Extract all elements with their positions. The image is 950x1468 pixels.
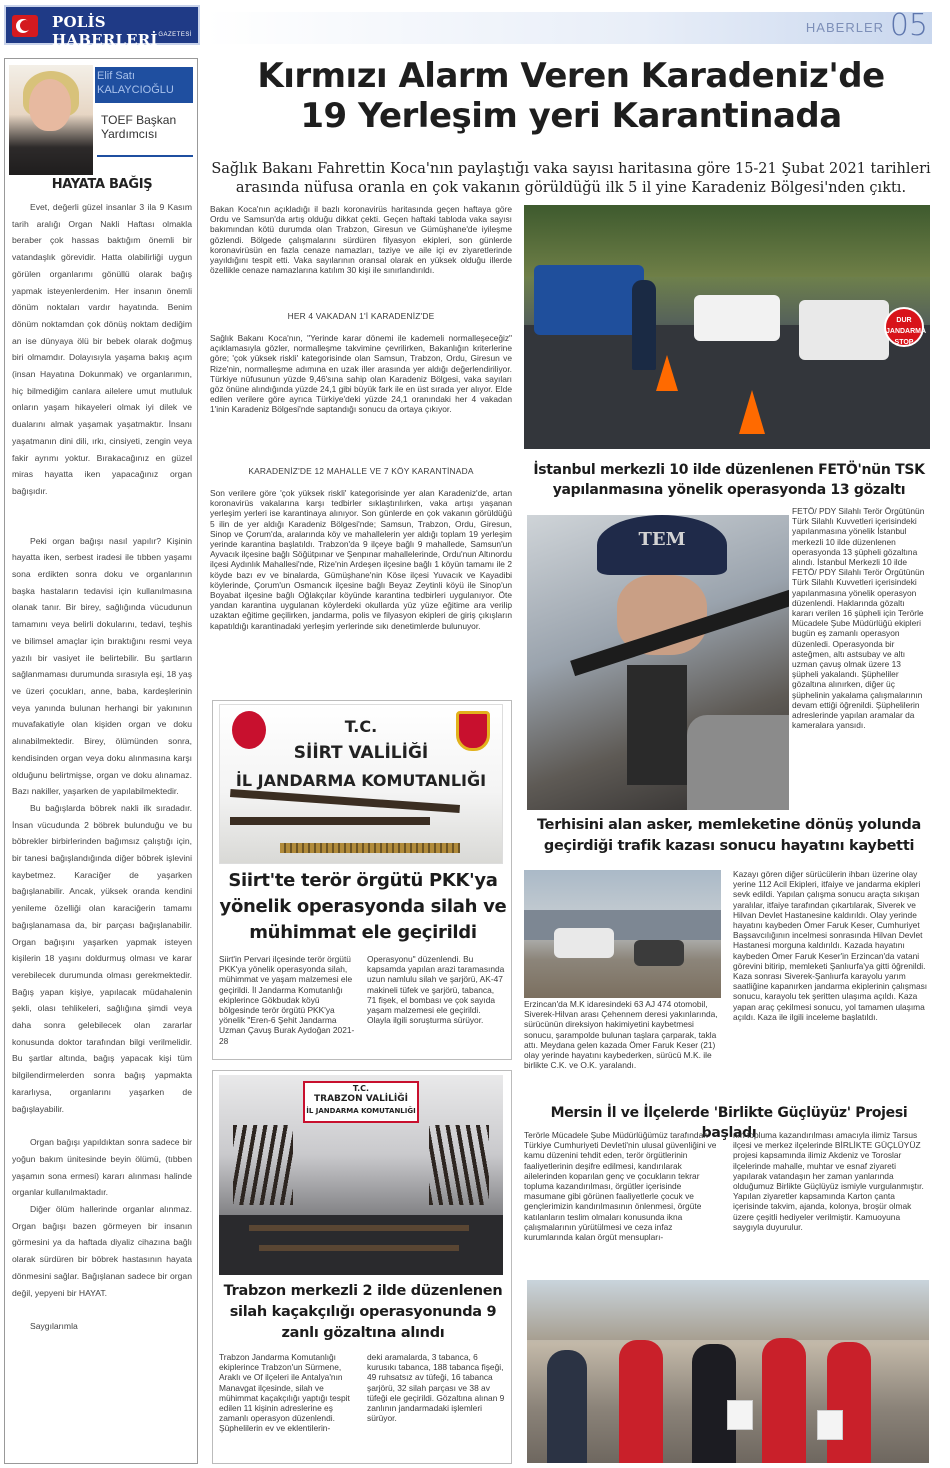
person-red-jacket: [827, 1342, 871, 1463]
accident-headline[interactable]: Terhisini alan asker, memleketine dönüş yolunda geçirdiği trafik kazası sonucu hayatını kaybetti: [537, 817, 921, 854]
person: [547, 1350, 587, 1463]
seized-shotgun: [259, 1245, 459, 1251]
page-number: 05: [889, 8, 928, 43]
mersin-col1: Terörle Mücadele Şube Müdürlüğümüz tarafından Türkiye Cumhuriyeti Devleti'nin ulusal güvenliğini ve kamu düzenini tehdit eden, terör örgütlerinin faaliyetlerinin deşifre edilmesi, kandırılarak ailelerinden koparılan genç ve çocukların tekrar topluma kazandırılması, örgütler içerisinde masumane gibi görünen faaliyetlerle çocuk ve gençlerimizin kandırılmasının önlenmesi, örgüte katılanların teslim olmaları konusunda ikna çalışmalarının yürütülmesi ve ceza infaz kurumlarında kalan örgüt mensupları-: [524, 1130, 717, 1243]
main-headline-line2: 19 Yerleşim yeri Karantinada: [300, 96, 842, 136]
rifle-rack-right: [429, 1125, 489, 1205]
seized-shotgun: [249, 1225, 469, 1231]
main-article-subhead2: KARADENİZ'DE 12 MAHALLE VE 7 KÖY KARANTİNADA: [248, 466, 474, 476]
main-lead: Sağlık Bakanı Fahrettin Koca'nın paylaştığı vaka sayısı haritasına göre 15-21 Şubat 2021 tarihleri arasında nüfusa oranla en çok vakanın görüldüğü ilk 5 il yine Karadeniz Bölgesi'nden çıktı.: [211, 161, 931, 196]
person-red-jacket: [762, 1338, 806, 1463]
column-paragraph: Organ bağışı yapıldıktan sonra sadece bir yoğun bakım ünitesinde beyin ölümü, (tıbben yaşamın sona ermesi) kararı alınması halinde organlar kullanılmaktadır.: [12, 1137, 192, 1198]
trabzon-sign-line2: TRABZON VALİLİĞİ: [314, 1094, 408, 1104]
accident-col-left: Erzincan'da M.K idaresindeki 63 AJ 474 otomobil, Siverek-Hilvan arası Çehennem deresi yakınlarında, sürücünün direksiyon hakimiyetini kaybetmesi sonucu, şarampolde bulunan taşlara çarparak, takla attı. Meydana gelen kazada Ömer Faruk Keser (21) olay yerinde hayatını kaybederken, sürücü M.K. ile birlikte C.K. ve O.K. yaralandı.: [524, 999, 718, 1071]
wrecked-car: [634, 940, 684, 966]
siirt-headline[interactable]: Siirt'te terör örgütü PKK'ya yönelik operasyonda silah ve mühimmat ele geçirildi: [219, 870, 507, 943]
main-article-para2: Sağlık Bakanı Koca'nın, "Yerinde karar dönemi ile kademeli normalleşeceğiz" açıklamasıyla gözler, normalleşme takvimine çevrilirken, Bakanlığın kriterlerine göre; 'çok yüksek riskli' kategorisinde olan Samsun, Trabzon, Ordu, Giresun ve Rize'nin, normalleşme adımına en uzak iller arasında yer aldığı değerlendiriliyor. Türkiye nüfusunun yüzde 9,46'sına sahip olan Karadeniz Bölgesi, vaka sayıları göz önüne alındığında yüzde 24,1 gibi büyük fark ile en üst sırada yer alıyor. Elde edilen verilere göre ayrıca Türkiye'deki yüzde 24,1 oranındaki her 4 vakadan 1'inin Karadeniz Bölgesi'nde saptandığı sonucu da ortaya çıkıyor.: [210, 333, 512, 415]
logo-subtitle: GAZETESİ: [158, 32, 192, 38]
main-headline-line1: Kırmızı Alarm Veren Karadeniz'de: [257, 56, 885, 96]
author-photo: [9, 65, 93, 175]
author-title-line1: TOEF Başkan: [101, 113, 177, 127]
siirt-seized-weapons-photo[interactable]: [219, 704, 503, 864]
person-red-jacket: [619, 1340, 663, 1463]
vehicle: [554, 928, 614, 958]
accident-scene-photo[interactable]: [524, 870, 721, 998]
main-article-subhead1: HER 4 VAKADAN 1'İ KARADENİZ'DE: [287, 311, 435, 321]
column-paragraph: Bu bağışlarda böbrek nakli ilk sıradadır. İnsan vücudunda 2 böbrek bulunduğu ve bu böbrekler birbirlerinden bağımsız çalıştığı için, bir tanesi bağışlandığında diğer böbrek işlevini kaybetmez. Karaciğer de yaşarken bağışlanabilir. Ancak, yüksek oranda kendini yenileme özelliği olan karaciğerin tamamı bağışlanamasa da, bir parçası bağışlanabilir. Organ bağışını yaşarken yapmak isteyen kişilerin 18 yaşını doldurmuş olması ve karar verebilecek durumunda olması gerekmektedir. Bağış yapan kişiye, yapılacak müdahalenin şekli, olası tehlikeleri, sağlığına şimdi veya daha sonra gelebilecek olan zararlar konusunda doktor tarafından bilgi verilmelidir. Bu şartlar altında, bağış yapacak kişi tüm bilgilendirmelerden sonra bağış yapmakta kararlıysa, organlarını yaşarken de bağışlayabilir.: [12, 802, 192, 1114]
siirt-sign-line2: SİİRT VALİLİĞİ: [293, 743, 429, 763]
main-headline[interactable]: [206, 56, 936, 136]
main-article-para1: Bakan Koca'nın açıkladığı il bazlı koronavirüs haritasında geçen haftaya göre Ordu ve Samsun'da artış olduğu dikkat çekti. Geçen haftaki tabloda vaka sayısı bakımından kötü durumda olan Trabzon, Giresun ve Gümüşhane'de iyileşme gözlendi. Bölgede çalışmalarını sürdüren filyasyon ekipleri, son günlerde koronavirüsün en fazla cenaze namazları, taziye ve aile içi ev ziyaretlerinde yayıldığını tespit etti. Vaka sayılarının oransal olarak en yüksek olduğu illerde özellikle cenaze namazlarına katılım 30 kişi ile sınırlandırıldı.: [210, 204, 512, 276]
trabzon-sign-line1: T.C.: [352, 1084, 370, 1093]
author-face: [29, 79, 71, 131]
author-title-line2: Yardımcısı: [101, 127, 158, 141]
main-article-para3: Son verilere göre 'çok yüksek riskli' kategorisinde yer alan Karadeniz'de, artan koronavirüs vakalarına karşı tedbirler sıklaştırılırken, vaka artışı yaşanan yerleşim yerleri ise karantinaya alınıyor. Son günlerde en çok vakanın görüldüğü 5 ilin de yer aldığı Karadeniz Bölgesi'nde; Samsun, Trabzon, Ordu, Giresun, Sinop ve Çorum'da, aralarında köy ve mahallelerin yer aldığı toplam 19 yerleşim yerinde karantina başlatıldı. Trabzon'da 9 ilçeye bağlı 9 mahallede, Samsun'un Ayvacık ilçesine bağlı Söğütpınar ve Şenpınar mahallelerinde, Ordu'nun Altınordu ilçesi Aydınlık Mahallesi'nde, Rize'nin Ardeşen ilçesine bağlı 1 köyün tamamı ile 2 köyde bazı ev ve binalarda, Gümüşhane'nin Köse ilçesi Yuvacık ve Kayadibi köylerinde, Çorum'un Osmancık ilçesine bağlı Beyaz Zeytinli köyü ile Sinop'un Boyabat ilçesine bağlı Oğlakçılar köyünde karantina tedbirleri uygulanıyor. Öte yandan karantina uygulanan köylerdeki okullarda yüz yüze eğitime ara verilip uzaktan eğitime geçilirken, jandarma, polis ve filyasyon ekipleri de giriş çıkışların kapatıldığı karantinadaki yerleşim yerlerinde sıkı denetimlerde bulunuyor.: [210, 488, 512, 631]
seized-rifle: [230, 789, 460, 813]
newspaper-logo[interactable]: [4, 5, 200, 49]
buildings: [527, 1280, 929, 1340]
trabzon-col1: Trabzon Jandarma Komutanlığı ekiplerince Trabzon'un Sürmene, Araklı ve Of ilçeleri ile Antalya'nın Manavgat ilçesinde, silah ve mühimmat kaçakçılığı yaptığı tespit edilen 11 kişinin adreslerine eş zamanlı operasyon düzenlendi. Şüphelilerin ev ve eklentilerin-: [219, 1352, 350, 1434]
gendarme-figure: [632, 280, 656, 370]
author-name: [97, 69, 174, 97]
stop-sign-icon: DUR JANDARMA STOP: [884, 307, 924, 347]
column-body: [12, 199, 192, 1335]
feto-headline[interactable]: İstanbul merkezli 10 ilde düzenlenen FETÖ'nün TSK yapılanmasına yönelik operasyonda 13 gözaltı: [533, 462, 925, 498]
traffic-cone-icon: [739, 390, 765, 434]
police-van: [534, 265, 644, 335]
accident-col-right: Kazayı gören diğer sürücülerin ihbarı üzerine olay yerine 112 Acil Ekipleri, itfaiye ve jandarma ekipleri sevk edildi. Yapılan çalışma sonucu araçta sıkışan yaralılar, itfaiye tarafından çıkartılarak, Siverek ve Hilvan Devlet Hastanesine kaldırıldı. Olay yerinde hayatını kaybeden Ömer Faruk Keser, Cumhuriyet Başsavcılığının incelmesi sonrasında Hilvan Devlet Hastanesi morguna kaldırıldı. Kazada hayatını kaybeden Ömer Faruk Keser'in Erzincan'da vatani görevini bitirip, memleketi Şanlıurfa'ya gitti öğrenildi. Kaza sonrası Siverek-Şanlıurfa karayolu yarım saatliğine kapanırken jandarma ekiplerinin çalışması sonucu, karayolu tek şeritten ulaşıma açıldı. Kaza yapan araç çekilmesi sonucu, yol tamamen ulaşıma açıldı. Kaza ile ilgili inceleme başlatıldı.: [733, 869, 928, 1022]
author-name-line1: Elif Satı: [97, 70, 135, 82]
mersin-street-visit-photo[interactable]: [527, 1280, 929, 1463]
trabzon-col2: deki aramalarda, 3 tabanca, 6 kurusıkı tabanca, 188 tabanca fişeği, 49 ruhsatsız av tüfeği, 16 tabanca şarjörü, 32 silah parçası ve 38 av tüfeği ele geçirildi. Gözaltına alınan 9 zanlının jandarmadaki işlemleri sürüyor.: [367, 1352, 505, 1424]
turkish-flag-icon: [12, 15, 38, 37]
columnist-column: [4, 58, 198, 1464]
rifle-rack-left: [233, 1125, 293, 1205]
soldier-arm: [687, 715, 789, 810]
white-van: [799, 300, 889, 360]
siirt-col2: Operasyonu" düzenlendi. Bu kapsamda yapılan arazi taramasında uzun namlulu silah ve şarjörü, AK-47 makineli tüfek ve şarjörü, tabanca, 71 fişek, el bombası ve çok sayıda yaşam malzemesi ele geçirildi. Olayla ilgili soruşturma sürüyor.: [367, 954, 505, 1026]
siirt-sign-line3: İL JANDARMA KOMUTANLIĞI: [235, 771, 487, 790]
tem-cap: TEM: [597, 515, 727, 575]
checkpoint-photo[interactable]: [524, 205, 930, 449]
seized-rifle: [230, 817, 430, 825]
column-paragraph: Diğer ölüm hallerinde organlar alınmaz. Organ bağışı bazen görmeyen bir insanın görmesini ya da haftada diyaliz cihazına bağlı olarak sürdüren bir böbrek hastasının hayata dönmesini sağlar. Bağışlanan sadece bir organ değil, yepyeni bir HAYAT.: [12, 1204, 192, 1298]
white-car: [694, 295, 780, 341]
author-title: [101, 113, 176, 141]
column-paragraph: Peki organ bağışı nasıl yapılır? Kişinin hayatta iken, serbest iradesi ile tıbben yaşamı sona erdikten sonra doku ve organlarının başka hastaların tedavisi için kullanılmasına olanak tanır. Bir birey, sağlığında vücudunun tamamını veya belirli dokularını, tedavi, teşhis ve bilimsel amaçlar için bıraktığını resmi veya yazılı bir vasiyet ile belirtebilir. Bu şartların sağlanmaması durumunda sırasıyla eşi, 18 yaş ve üzeri çocukları, anne, baba, kardeşlerinin veya yanında bulunan herhangi bir yakınının muvafakatiyle olan kişiden organ ve doku alınabilmektedir. Birey, ölümünden sonra, kendisinden organ veya doku alınmasına karşı olduğunu belirtmişse, organ ve doku alınamaz. Bazı nakiller, yaşarken de yapılabilmektedir.: [12, 535, 192, 797]
gift-bag-icon: [727, 1400, 753, 1430]
feto-body: FETÖ/ PDY Silahlı Terör Örgütünün Türk Silahlı Kuvvetleri içerisindeki yapılanmasına yönelik İstanbul merkezli 10 ilde düzenlenen operasyonda 13 şüpheli gözaltına alındı. İstanbul Merkezli 10 ilde FETÖ/ PDY Silahlı Terör Örgütünün Türk Silahlı Kuvvetleri içerisindeki yapılanmasına yönelik operasyon düzenlendi. Haklarında gözaltı kararı verilen 16 şüpheli için Terörle Mücadele Şube Müdürlüğü ekipleri bugün eş zamanlı operasyon düzenledi. Operasyonda bir asteğmen, altı astsubay ve altı uzman çavuş olmak üzere 13 şüpheli yakalandı. Şüpheliler gözaltına alınırken, diğer üç şüphelinin yakalama çalışmalarının devam ettiği öğrenildi. Şüphelilerin adreslerinde yapılan aramalar da kameralara yansıdı.: [792, 506, 925, 731]
mersin-headline[interactable]: Mersin İl ve İlçelerde 'Birlikte Güçlüyüz' Projesi başladı: [550, 1105, 908, 1141]
trabzon-banner: [303, 1081, 419, 1123]
siirt-col1: Siirt'in Pervari ilçesinde terör örgütü PKK'ya yönelik operasyonda silah, mühimmat ve yaşam malzemesi ele geçirildi. İl Jandarma Komutanlığı ekiplerince Gökbudak köyü bölgesinde terör örgütü PKK'ya yönelik "Eren-6 Şehit Jandarma Uzman Çavuş Burak Aydoğan 2021-28: [219, 954, 355, 1046]
gift-bag-icon: [817, 1410, 843, 1440]
mersin-col2: nın topluma kazandırılması amacıyla ilimiz Tarsus ilçesi ve merkez ilçelerinde BİRLİKTE GÜÇLÜYÜZ projesi kapsamında ilimiz Akdeniz ve Toroslar ilçelerinde mahalle, muhtar ve esnaf ziyareti yapılarak vatandaşın her zaman yanlarında olduğumuz Birlikte Güçlüyüz ismiyle vurgulanmıştır. Yapılan ziyaretler kapsamında Karton çanta içerisinde takvim, ajanda, kolonya, broşür olmak üzere çeşitli hediyeler verilmiştir. Kamuoyuna saygıyla duyurulur.: [733, 1130, 924, 1232]
column-paragraph: Evet, değerli güzel insanlar 3 ila 9 Kasım tarih aralığı Organ Nakli Haftası olmakla beraber çok hassas baktığım önemli bir vatandaşlık görevidir. Hatta olabilirliği uygun görülen organlarımı gönüllü olarak bağış yapmak isteyenlerdenim. Her insanın önemli dönüm noktaları vardır hayatında. Benim dönüm noktamdan çok dönüş noktam dediğim an ise dünyaya ölü bir bebek olarak doğmuş biri olmamdır. Dolayısıyla yaşama bakış açım (insan Hayatına Dokunmak) ve organlarımın, hiç bilmediğim canlara ailelere umut mutluluk onların yaşam hikayeleri olmak iyi dilek ve dualarını almak yaşamak yaşatmaktır. İnsanı yaşatmanın dini dili, ırkı, cinsiyeti, zengin veya fakir ayrımı yoktur. Bırakacağınız en güzel miras hayatta iken yapacağınız organ bağışıdır.: [12, 202, 192, 496]
section-label: HABERLER: [805, 20, 884, 35]
trabzon-headline[interactable]: Trabzon merkezli 2 ilde düzenlenen silah kaçakçılığı operasyonunda 9 zanlı gözaltına alındı: [223, 1283, 503, 1341]
column-heading: HAYATA BAĞIŞ: [51, 177, 153, 192]
author-divider: [97, 155, 193, 157]
traffic-cone-icon: [656, 355, 678, 391]
ammunition-belt: [280, 843, 460, 853]
author-name-line2: KALAYCIOĞLU: [97, 84, 174, 96]
logo-title: POLİS HABERLERİ: [52, 13, 158, 49]
trabzon-sign-line3: İL JANDARMA KOMUTANLIĞI: [306, 1107, 416, 1115]
trabzon-seized-weapons-photo[interactable]: [219, 1075, 503, 1275]
rifle-body: [627, 665, 687, 785]
column-signoff: Saygılarımla: [30, 1321, 78, 1332]
soldier-rifle-photo[interactable]: [527, 515, 789, 810]
masthead: [0, 0, 950, 50]
siirt-sign-line1: T.C.: [344, 717, 378, 736]
